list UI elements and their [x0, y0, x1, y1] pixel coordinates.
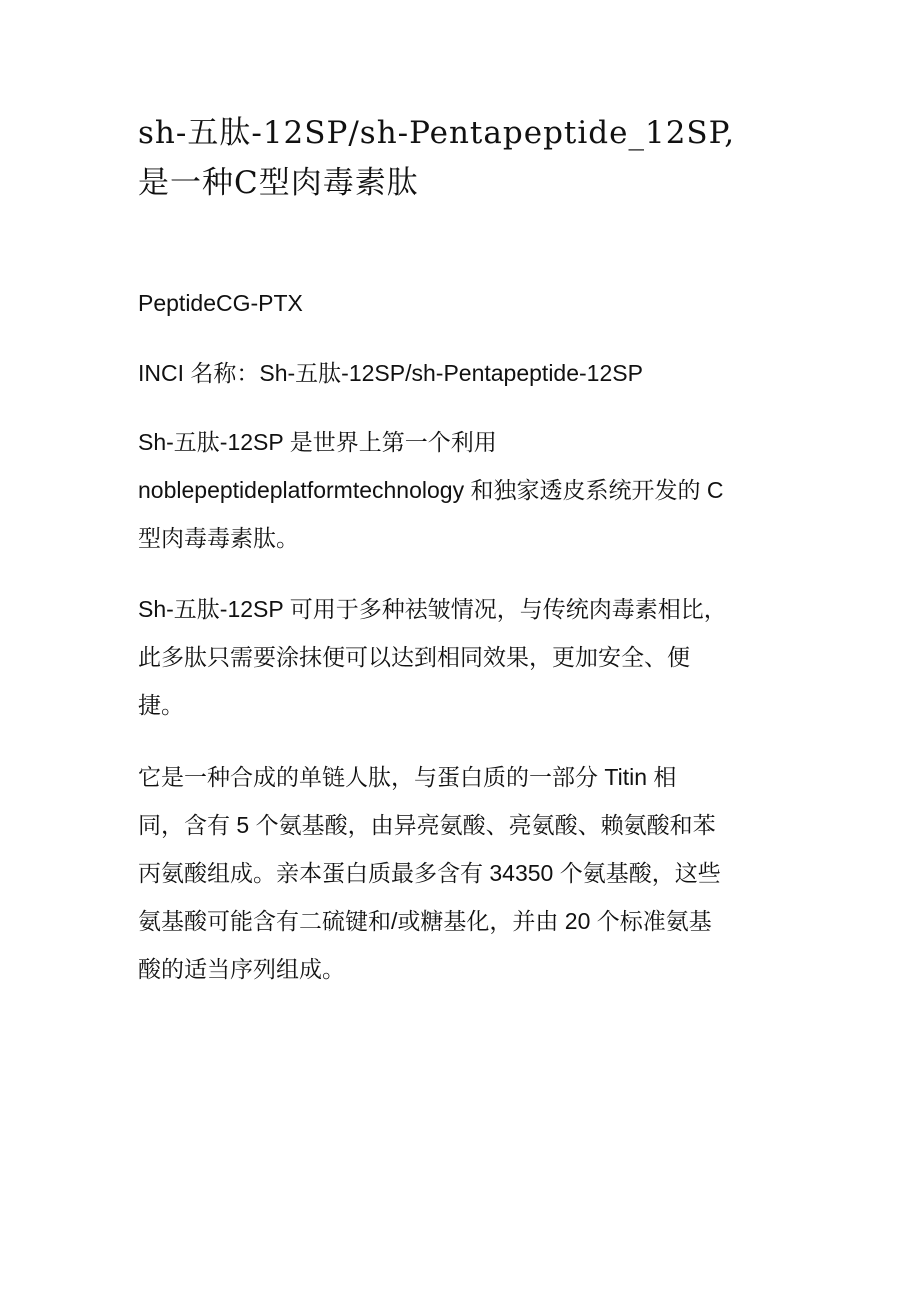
paragraph-line: PeptideCG-PTX	[138, 290, 303, 316]
paragraph-line: 捷。	[138, 692, 184, 718]
paragraph-line: 同，含有 5 个氨基酸，由异亮氨酸、亮氨酸、赖氨酸和苯	[138, 812, 716, 838]
paragraph-line: Sh-五肽-12SP 是世界上第一个利用	[138, 429, 497, 455]
title-line: 是一种C型肉毒素肽	[138, 165, 419, 201]
document-title	[138, 108, 818, 208]
paragraph-usage	[138, 585, 808, 729]
title-line: sh-五肽-12SP/sh-Pentapeptide_12SP,	[138, 115, 736, 151]
paragraph-line: 氨基酸可能含有二硫键和/或糖基化，并由 20 个标准氨基	[138, 908, 712, 934]
paragraph-composition	[138, 753, 808, 993]
paragraph-line: 酸的适当序列组成。	[138, 956, 345, 982]
paragraph-line: INCI 名称：Sh-五肽-12SP/sh-Pentapeptide-12SP	[138, 360, 643, 386]
paragraph-line: 丙氨酸组成。亲本蛋白质最多含有 34350 个氨基酸，这些	[138, 860, 721, 886]
paragraph-line: 它是一种合成的单链人肽，与蛋白质的一部分 Titin 相	[138, 764, 677, 790]
paragraph-introduction	[138, 418, 808, 562]
paragraph-product-name	[138, 279, 808, 327]
paragraph-line: noblepeptideplatformtechnology 和独家透皮系统开发的 C	[138, 477, 724, 503]
paragraph-line: 型肉毒毒素肽。	[138, 525, 299, 551]
paragraph-line: Sh-五肽-12SP 可用于多种祛皱情况，与传统肉毒素相比，	[138, 596, 727, 622]
paragraph-line: 此多肽只需要涂抹便可以达到相同效果，更加安全、便	[138, 644, 690, 670]
paragraph-inci-name	[138, 349, 808, 397]
